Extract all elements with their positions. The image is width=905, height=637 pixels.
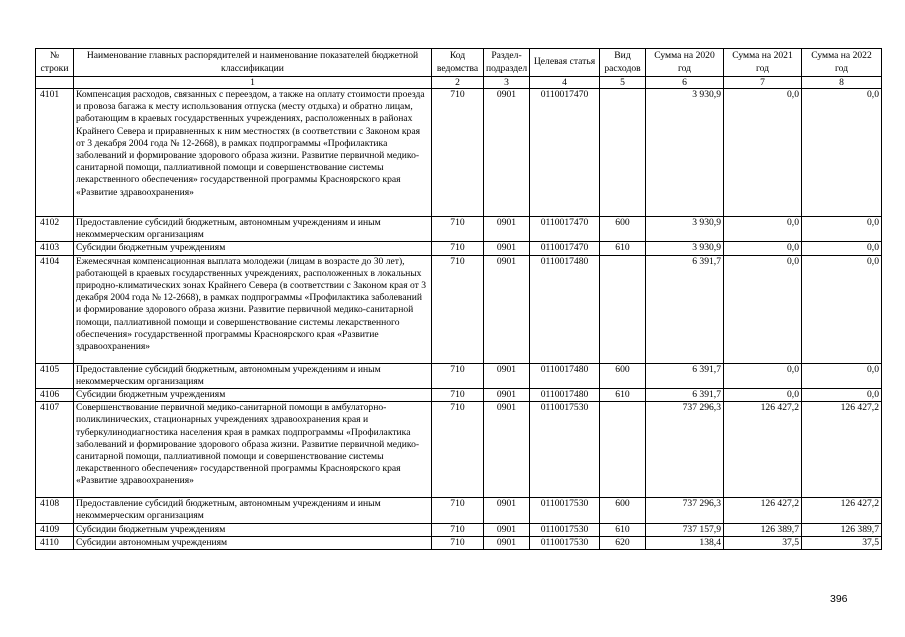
row-number-cell: 4107 [36, 402, 74, 498]
row-sum-2020-cell: 6 391,7 [646, 363, 724, 388]
row-razdel-cell: 0901 [484, 536, 530, 549]
row-vid-cell: 610 [600, 389, 646, 402]
row-ved-cell: 710 [432, 255, 484, 363]
row-vid-cell [600, 255, 646, 363]
budget-table-sheet [35, 48, 881, 550]
row-number-cell: 4105 [36, 363, 74, 388]
row-sum-2021-cell: 0,0 [724, 242, 802, 255]
row-target-cell: 0110017530 [530, 498, 600, 523]
row-sum-2020-cell: 3 930,9 [646, 89, 724, 217]
row-sum-2022-cell: 126 389,7 [802, 523, 882, 536]
row-target-cell: 0110017480 [530, 389, 600, 402]
col-number: 7 [724, 77, 802, 89]
table-row [36, 89, 882, 217]
row-target-cell: 0110017530 [530, 536, 600, 549]
table-row [36, 498, 882, 523]
row-sum-2022-cell: 37,5 [802, 536, 882, 549]
header-razdel: Раздел-подраздел [484, 49, 530, 77]
page-number: 396 [830, 593, 848, 605]
row-vid-cell: 600 [600, 498, 646, 523]
table-row [36, 402, 882, 498]
row-sum-2021-cell: 0,0 [724, 89, 802, 217]
row-number-cell: 4108 [36, 498, 74, 523]
row-ved-cell: 710 [432, 389, 484, 402]
row-sum-2022-cell: 126 427,2 [802, 402, 882, 498]
row-ved-cell: 710 [432, 402, 484, 498]
row-sum-2022-cell: 0,0 [802, 217, 882, 242]
row-sum-2021-cell: 126 427,2 [724, 402, 802, 498]
row-sum-2021-cell: 0,0 [724, 363, 802, 388]
header-sum-2022: Сумма на 2022 год [802, 49, 882, 77]
row-number-cell: 4110 [36, 536, 74, 549]
row-sum-2020-cell: 6 391,7 [646, 255, 724, 363]
row-target-cell: 0110017470 [530, 89, 600, 217]
row-number-cell: 4109 [36, 523, 74, 536]
header-vid: Вид расходов [600, 49, 646, 77]
row-vid-cell: 600 [600, 217, 646, 242]
col-number [36, 77, 74, 89]
row-sum-2022-cell: 0,0 [802, 363, 882, 388]
row-name-cell: Субсидии бюджетным учреждениям [74, 242, 432, 255]
col-number: 2 [432, 77, 484, 89]
row-number-cell: 4101 [36, 89, 74, 217]
row-sum-2020-cell: 737 296,3 [646, 498, 724, 523]
row-vid-cell: 620 [600, 536, 646, 549]
row-name-cell: Предоставление субсидий бюджетным, автономным учреждениям и иным некоммерческим организациям [74, 498, 432, 523]
row-target-cell: 0110017530 [530, 402, 600, 498]
row-vid-cell [600, 89, 646, 217]
header-sum-2020: Сумма на 2020 год [646, 49, 724, 77]
table-row [36, 255, 882, 363]
row-number-cell: 4104 [36, 255, 74, 363]
row-razdel-cell: 0901 [484, 242, 530, 255]
row-number-cell: 4103 [36, 242, 74, 255]
row-ved-cell: 710 [432, 498, 484, 523]
row-vid-cell: 610 [600, 523, 646, 536]
row-name-cell: Субсидии бюджетным учреждениям [74, 523, 432, 536]
col-number: 3 [484, 77, 530, 89]
row-sum-2020-cell: 138,4 [646, 536, 724, 549]
row-target-cell: 0110017470 [530, 242, 600, 255]
header-sum-2021: Сумма на 2021 год [724, 49, 802, 77]
row-sum-2021-cell: 126 389,7 [724, 523, 802, 536]
row-razdel-cell: 0901 [484, 363, 530, 388]
row-name-cell: Субсидии автономным учреждениям [74, 536, 432, 549]
row-number-cell: 4102 [36, 217, 74, 242]
row-ved-cell: 710 [432, 363, 484, 388]
row-sum-2021-cell: 0,0 [724, 217, 802, 242]
row-ved-cell: 710 [432, 523, 484, 536]
row-razdel-cell: 0901 [484, 389, 530, 402]
table-row [36, 217, 882, 242]
row-ved-cell: 710 [432, 242, 484, 255]
col-number: 5 [600, 77, 646, 89]
row-sum-2021-cell: 0,0 [724, 389, 802, 402]
row-sum-2022-cell: 0,0 [802, 89, 882, 217]
budget-table [35, 48, 882, 550]
col-number: 8 [802, 77, 882, 89]
row-razdel-cell: 0901 [484, 217, 530, 242]
row-vid-cell [600, 402, 646, 498]
row-number-cell: 4106 [36, 389, 74, 402]
col-number: 1 [74, 77, 432, 89]
row-ved-cell: 710 [432, 217, 484, 242]
table-row [36, 389, 882, 402]
row-name-cell: Совершенствование первичной медико-санитарной помощи в амбулаторно-поликлинических, стационарных учреждениях здравоохранения края и туберкулинодиагностика населения края в рамках подпрограммы «Профилактика заболеваний и формирование здорового образа жизни. Развитие первичной медико-санитарной помощи, паллиативной помощи и совершенствование системы лекарственного обеспечения» государственной программы Красноярского края «Развитие здравоохранения» [74, 402, 432, 498]
column-number-row [36, 77, 882, 89]
row-razdel-cell: 0901 [484, 498, 530, 523]
table-row [36, 242, 882, 255]
row-sum-2020-cell: 737 157,9 [646, 523, 724, 536]
row-sum-2022-cell: 126 427,2 [802, 498, 882, 523]
table-row [36, 536, 882, 549]
col-number: 6 [646, 77, 724, 89]
row-target-cell: 0110017530 [530, 523, 600, 536]
row-name-cell: Компенсация расходов, связанных с переездом, а также на оплату стоимости проезда и провоза багажа к месту использования отпуска (месту отдыха) и обратно лицам, работающим в краевых государственных учреждениях, расположенных в районах Крайнего Севера и приравненных к ним местностях (в соответствии с Законом края от 3 декабря 2004 года № 12-2668), в рамках подпрограммы «Профилактика заболеваний и формирование здорового образа жизни. Развитие первичной медико-санитарной помощи, паллиативной помощи и совершенствование системы лекарственного обеспечения» государственной программы Красноярского края «Развитие здравоохранения» [74, 89, 432, 217]
row-razdel-cell: 0901 [484, 523, 530, 536]
header-target: Целевая статья [530, 49, 600, 77]
row-sum-2021-cell: 37,5 [724, 536, 802, 549]
row-razdel-cell: 0901 [484, 402, 530, 498]
row-target-cell: 0110017470 [530, 217, 600, 242]
row-sum-2021-cell: 0,0 [724, 255, 802, 363]
row-name-cell: Ежемесячная компенсационная выплата молодежи (лицам в возрасте до 30 лет), работающей в краевых государственных учреждениях, расположенных в локальных природно-климатических зонах Крайнего Севера (в соответствии с Законом края от 3 декабря 2004 года № 12-2668), в рамках подпрограммы «Профилактика заболеваний и формирование здорового образа жизни. Развитие первичной медико-санитарной помощи, паллиативной помощи и совершенствование системы лекарственного обеспечения» государственной программы Красноярского края «Развитие здравоохранения» [74, 255, 432, 363]
table-row [36, 363, 882, 388]
row-vid-cell: 600 [600, 363, 646, 388]
row-ved-cell: 710 [432, 89, 484, 217]
row-name-cell: Предоставление субсидий бюджетным, автономным учреждениям и иным некоммерческим организациям [74, 363, 432, 388]
row-name-cell: Субсидии бюджетным учреждениям [74, 389, 432, 402]
table-row [36, 523, 882, 536]
row-vid-cell: 610 [600, 242, 646, 255]
row-sum-2022-cell: 0,0 [802, 255, 882, 363]
row-sum-2020-cell: 3 930,9 [646, 217, 724, 242]
row-sum-2020-cell: 6 391,7 [646, 389, 724, 402]
row-ved-cell: 710 [432, 536, 484, 549]
header-row-no: № строки [36, 49, 74, 77]
header-ved: Код ведомства [432, 49, 484, 77]
table-header-row [36, 49, 882, 77]
row-sum-2022-cell: 0,0 [802, 389, 882, 402]
header-name: Наименование главных распорядителей и наименование показателей бюджетной классификации [74, 49, 432, 77]
row-razdel-cell: 0901 [484, 255, 530, 363]
row-sum-2020-cell: 3 930,9 [646, 242, 724, 255]
col-number: 4 [530, 77, 600, 89]
row-sum-2020-cell: 737 296,3 [646, 402, 724, 498]
row-sum-2022-cell: 0,0 [802, 242, 882, 255]
row-target-cell: 0110017480 [530, 255, 600, 363]
row-name-cell: Предоставление субсидий бюджетным, автономным учреждениям и иным некоммерческим организациям [74, 217, 432, 242]
row-target-cell: 0110017480 [530, 363, 600, 388]
row-sum-2021-cell: 126 427,2 [724, 498, 802, 523]
row-razdel-cell: 0901 [484, 89, 530, 217]
